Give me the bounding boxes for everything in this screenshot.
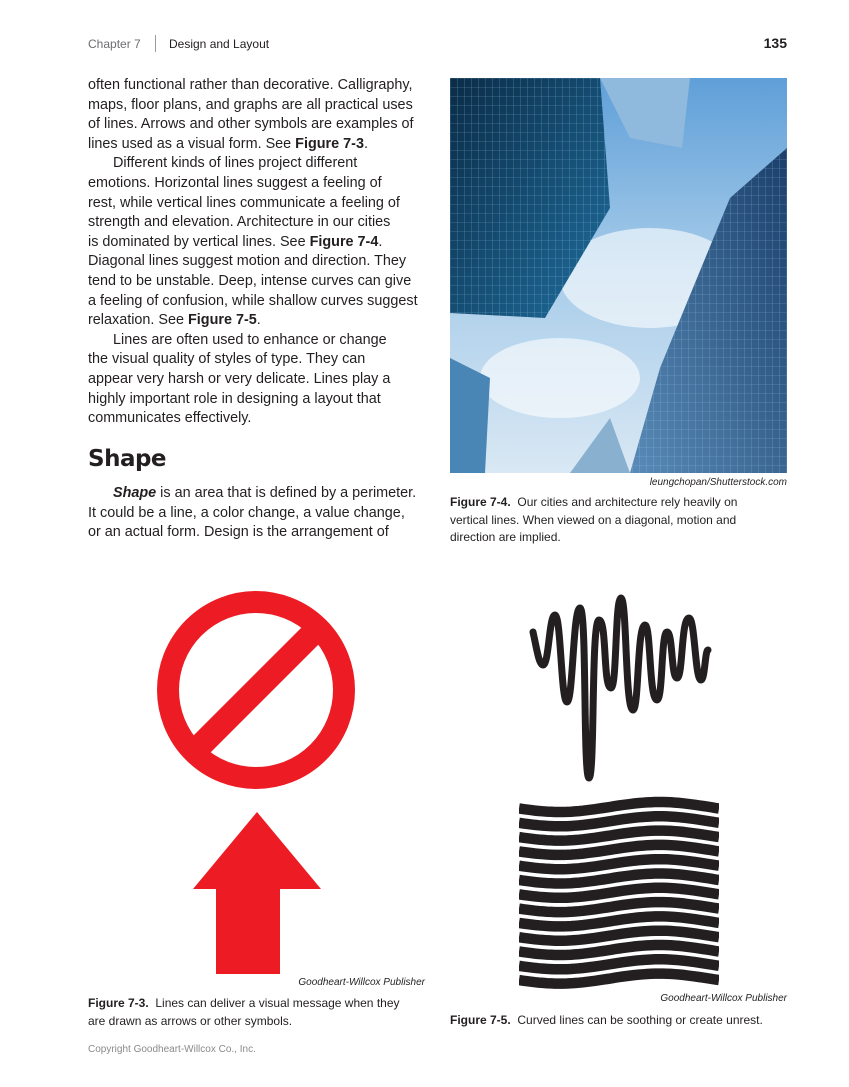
text-line: appear very harsh or very delicate. Lines play a xyxy=(88,370,391,387)
text-line: highly important role in designing a layout that xyxy=(88,390,381,407)
copyright-footer: Copyright Goodheart-Willcox Co., Inc. xyxy=(88,1044,256,1055)
text-line: rest, while vertical lines communicate a feeling of xyxy=(88,194,400,211)
wave-stripe xyxy=(519,831,719,841)
figure-label: Figure 7-5. xyxy=(450,1013,511,1027)
wave-stripe xyxy=(519,816,719,826)
text-line: or an actual form. Design is the arrangement of xyxy=(88,524,389,541)
header-divider xyxy=(155,35,156,52)
text-line: emotions. Horizontal lines suggest a feeling of xyxy=(88,174,382,191)
text-line: Lines are often used to enhance or change xyxy=(113,331,387,348)
figure-7-5-caption: Figure 7-5. Curved lines can be soothing or create unrest. xyxy=(450,1013,763,1027)
figure-label: Figure 7-4. xyxy=(450,495,511,509)
text-line: a feeling of confusion, while shallow curves suggest xyxy=(88,292,418,309)
figure-ref: Figure 7-4 xyxy=(309,233,379,250)
text-line: communicates effectively. xyxy=(88,410,252,427)
text-line: maps, floor plans, and graphs are all practical uses xyxy=(88,96,413,113)
wave-stripe xyxy=(519,945,719,955)
wave-stripe xyxy=(519,874,719,884)
text-line: the visual quality of styles of type. They can xyxy=(88,351,366,368)
chapter-label: Chapter 7 xyxy=(88,37,141,51)
text-line: Different kinds of lines project different xyxy=(113,155,358,172)
skyscraper-photo xyxy=(450,78,787,473)
text-line: Shape is an area that is defined by a perimeter. xyxy=(113,485,417,501)
figure-ref: Figure 7-3 xyxy=(295,135,364,152)
wave-stripe xyxy=(519,859,719,869)
page-number: 135 xyxy=(763,35,787,51)
squiggle-line-graphic xyxy=(525,590,720,790)
figure-7-3-caption: Figure 7-3. Lines can deliver a visual message when they are drawn as arrows or other symbols. xyxy=(88,996,400,1028)
wave-stripe xyxy=(519,974,719,984)
wave-stripe xyxy=(519,916,719,926)
text-line: of lines. Arrows and other symbols are examples of xyxy=(88,116,414,133)
text-line: It could be a line, a color change, a value change, xyxy=(88,504,405,521)
text-line: is dominated by vertical lines. See Figure 7-4. xyxy=(88,233,383,250)
figure-ref: Figure 7-5 xyxy=(188,312,257,329)
up-arrow-icon xyxy=(193,812,321,974)
wave-stripe xyxy=(519,888,719,898)
wave-stripe xyxy=(519,845,719,855)
photo-credit: leungchopan/Shutterstock.com xyxy=(649,477,787,488)
wave-stripe xyxy=(519,802,719,812)
wave-stripe xyxy=(519,931,719,941)
text-line: lines used as a visual form. See Figure 7-3. xyxy=(88,135,368,152)
wave-stripe xyxy=(519,959,719,969)
wave-stripe xyxy=(519,902,719,912)
figure-7-4-caption: Figure 7-4. Our cities and architecture rely heavily on vertical lines. When viewed on a diagonal, motion and direction are implied. xyxy=(450,495,738,544)
shape-paragraph xyxy=(88,484,428,543)
section-title: Design and Layout xyxy=(169,37,270,51)
figure-credit: Goodheart-Willcox Publisher xyxy=(298,977,425,988)
term: Shape xyxy=(113,485,157,501)
text-line: tend to be unstable. Deep, intense curves can give xyxy=(88,272,412,289)
body-text-left xyxy=(88,76,428,429)
text-line: strength and elevation. Architecture in our cities xyxy=(88,214,391,231)
text-line: often functional rather than decorative. Calligraphy, xyxy=(88,77,413,93)
text-line: Diagonal lines suggest motion and direction. They xyxy=(88,253,407,270)
prohibition-sign-icon xyxy=(157,591,355,789)
figure-label: Figure 7-3. xyxy=(88,996,149,1010)
wavy-lines-graphic xyxy=(519,795,719,990)
text-line: relaxation. See Figure 7-5. xyxy=(88,312,261,329)
figure-credit: Goodheart-Willcox Publisher xyxy=(660,993,787,1004)
section-heading: Shape xyxy=(88,446,167,472)
